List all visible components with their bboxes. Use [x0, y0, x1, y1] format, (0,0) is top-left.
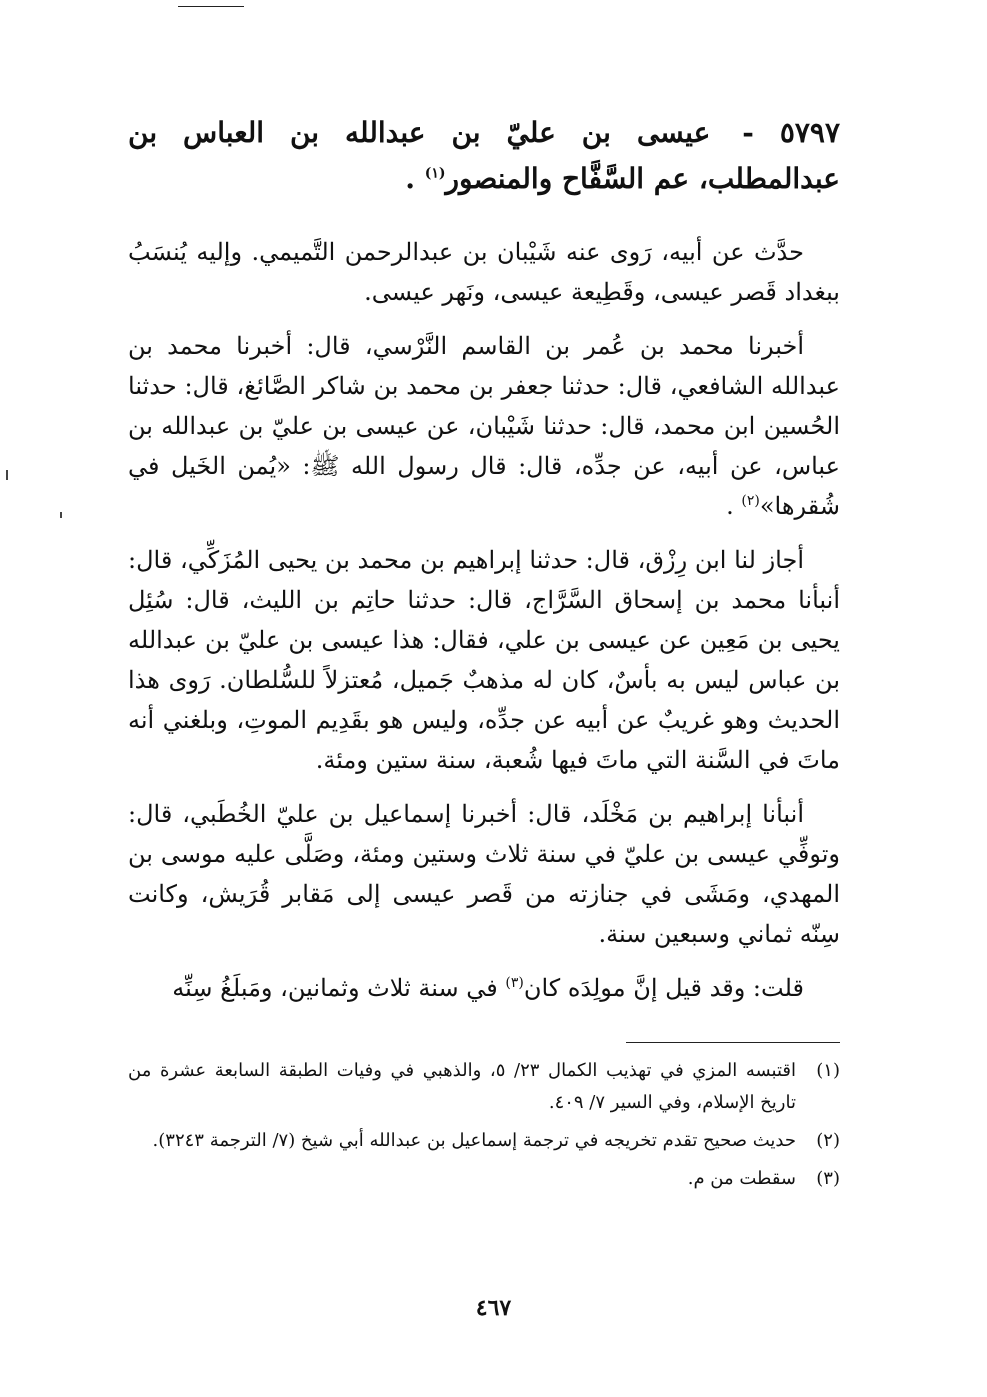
footnote-number: (٢): [816, 1130, 840, 1151]
scan-speck: [6, 470, 8, 480]
paragraph-4: أنبأنا إبراهيم بن مَخْلَد، قال: أخبرنا إسماعيل بن عليّ الخُطَبي، قال: وتوفِّي عيسى بن عليّ في سنة ثلاث وستين ومئة، وصَلَّى عليه موسى بن المهدي، ومَشَى في جنازته من قَصر عيسى إلى مَقابر قُرَيش، وكانت سِنّه ثماني وسبعين سنة.: [128, 800, 840, 948]
footnote-ref-2: (٢): [741, 493, 760, 509]
footnote-number: (١): [816, 1060, 840, 1081]
entry-number: ٥٧٩٧ -: [742, 116, 840, 149]
footnote-text: سقطت من م.: [687, 1168, 796, 1189]
footnote-ref-3: (٣): [505, 975, 524, 991]
footnote-number: (٣): [816, 1168, 840, 1189]
footnote-rule: [626, 1042, 840, 1043]
footnote-text: اقتبسه المزي في تهذيب الكمال ٢٣/ ٥، والذهبي في وفيات الطبقة السابعة عشرة من تاريخ الإسلام، وفي السير ٧/ ٤٠٩.: [128, 1060, 797, 1113]
entry-heading: ٥٧٩٧ - عيسى بن عليّ بن عبدالله بن العباس بن عبدالمطلب، عم السَّفَّاح والمنصور$^{(١)}$ .: [128, 116, 840, 195]
paragraph-1: حدَّث عن أبيه، رَوى عنه شَيْبان بن عبدالرحمن التَّميمي. وإليه يُنسَبُ ببغداد قَصر عيسى، وقَطِيعة عيسى، ونَهر عيسى.: [128, 238, 840, 306]
footnote-1: [128, 1055, 840, 1119]
main-text: [128, 110, 840, 1022]
paragraph-3: أجاز لنا ابن رِزْق، قال: حدثنا إبراهيم بن محمد بن يحيى المُزَكِّي، قال: أنبأنا محمد بن إسحاق السَّرَّاج، قال: حدثنا حاتِم بن الليث، قال: سُئِل يحيى بن مَعِين عن عيسى بن علي، فقال: هذا عيسى بن عليّ بن عبدالله بن عباس ليس به بأسٌ، كان له مذهبٌ جَميل، مُعتزلاً للسُّلطان. رَوى هذا الحديث وهو غريبٌ عن أبيه عن جدِّه، وليس هو بقَدِيم الموتِ، وبلغني أنه ماتَ في السَّنة التي ماتَ فيها شُعبة، سنة ستين ومئة.: [128, 546, 840, 774]
scan-speck: [60, 512, 62, 518]
footnote-ref-1: (١): [424, 165, 446, 182]
page-number: ٤٦٧: [475, 1295, 512, 1321]
top-rule: [178, 6, 244, 7]
footnote-2: [128, 1125, 840, 1157]
paragraph-5: قلت: وقد قيل إنَّ مولِدَه كان$^{(٣)}$ في سنة ثلاث وثمانين، ومَبلَغُ سِنِّه: [172, 974, 804, 1002]
footnote-text: حديث صحيح تقدم تخريجه في ترجمة إسماعيل بن عبدالله أبي شيخ (٧/ الترجمة ٣٢٤٣).: [152, 1130, 796, 1151]
paragraph-2: أخبرنا محمد بن عُمر بن القاسم النَّرْسي، قال: أخبرنا محمد بن عبدالله الشافعي، قال: حدثنا جعفر بن محمد بن شاكر الصَّائغ، قال: حدثنا الحُسين ابن محمد، قال: حدثنا شَيْبان، عن عيسى بن عليّ بن عبدالله بن عباس، عن أبيه، عن جدِّه، قال: قال رسول الله ﷺ: «يُمن الخَيل في شُقرها»$^{(٢)}$ .: [128, 332, 840, 520]
footnote-3: [128, 1163, 840, 1195]
entry-title: عيسى بن عليّ بن عبدالله بن العباس بن عبدالمطلب، عم السَّفَّاح والمنصور: [128, 116, 840, 195]
footnotes: [128, 1055, 840, 1201]
